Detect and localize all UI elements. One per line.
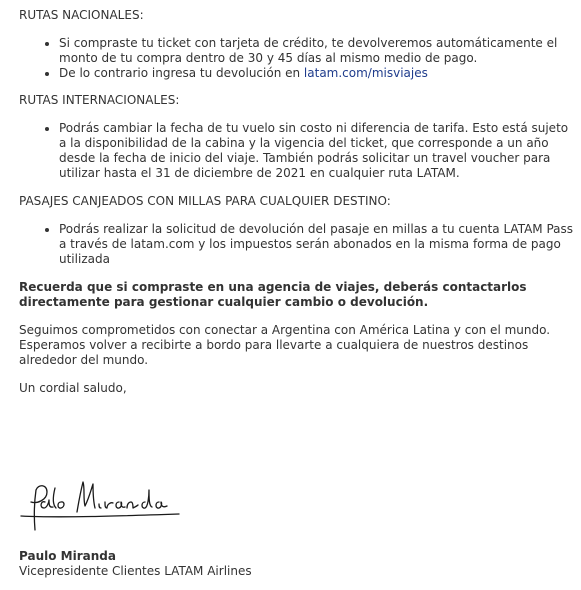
list-item — [59, 66, 577, 81]
miles-list — [19, 222, 577, 267]
greeting: Un cordial saludo, — [19, 381, 127, 395]
miles-section — [19, 194, 577, 267]
list-item: Podrás realizar la solicitud de devolución del pasaje en millas a tu cuenta LATAM Pass a través de latam.com y los impuestos serán abonados en la misma forma de pago utilizada — [59, 222, 577, 267]
handwritten-signature — [19, 478, 181, 534]
agency-note: Recuerda que si compraste en una agencia de viajes, deberás contactarlos directamente para gestionar cualquier cambio o devolución. — [19, 280, 527, 309]
signer-title: Vicepresidente Clientes LATAM Airlines — [19, 564, 252, 578]
national-routes-heading: RUTAS NACIONALES: — [19, 8, 144, 22]
international-routes-list — [19, 121, 577, 181]
international-routes-heading: RUTAS INTERNACIONALES: — [19, 93, 180, 107]
miles-heading: PASAJES CANJEADOS CON MILLAS PARA CUALQUIER DESTINO: — [19, 194, 391, 208]
national-routes-list — [19, 36, 577, 81]
list-item: Si compraste tu ticket con tarjeta de crédito, te devolveremos automáticamente el monto de tu compra dentro de 30 y 45 días al mismo medio de pago. — [59, 36, 577, 66]
email-body — [19, 8, 577, 396]
closing-paragraph: Seguimos comprometidos con conectar a Argentina con América Latina y con el mundo. Esperamos volver a recibirte a bordo para llevarte a cualquiera de nuestros destinos alrededor del mundo. — [19, 323, 551, 367]
bullet-text: De lo contrario ingresa tu devolución en — [59, 66, 304, 80]
national-routes-section — [19, 8, 577, 81]
signer-block — [19, 549, 252, 579]
list-item: Podrás cambiar la fecha de tu vuelo sin costo ni diferencia de tarifa. Esto está sujeto a la disponibilidad de la cabina y la vigencia del ticket, que corresponde a un año desde la fecha de inicio del viaje. También podrás solicitar un travel voucher para utilizar hasta el 31 de diciembre de 2021 en cualquier ruta LATAM. — [59, 121, 577, 181]
misviajes-link[interactable]: latam.com/misviajes — [303, 66, 428, 80]
international-routes-section — [19, 93, 577, 181]
signer-name: Paulo Miranda — [19, 549, 116, 563]
